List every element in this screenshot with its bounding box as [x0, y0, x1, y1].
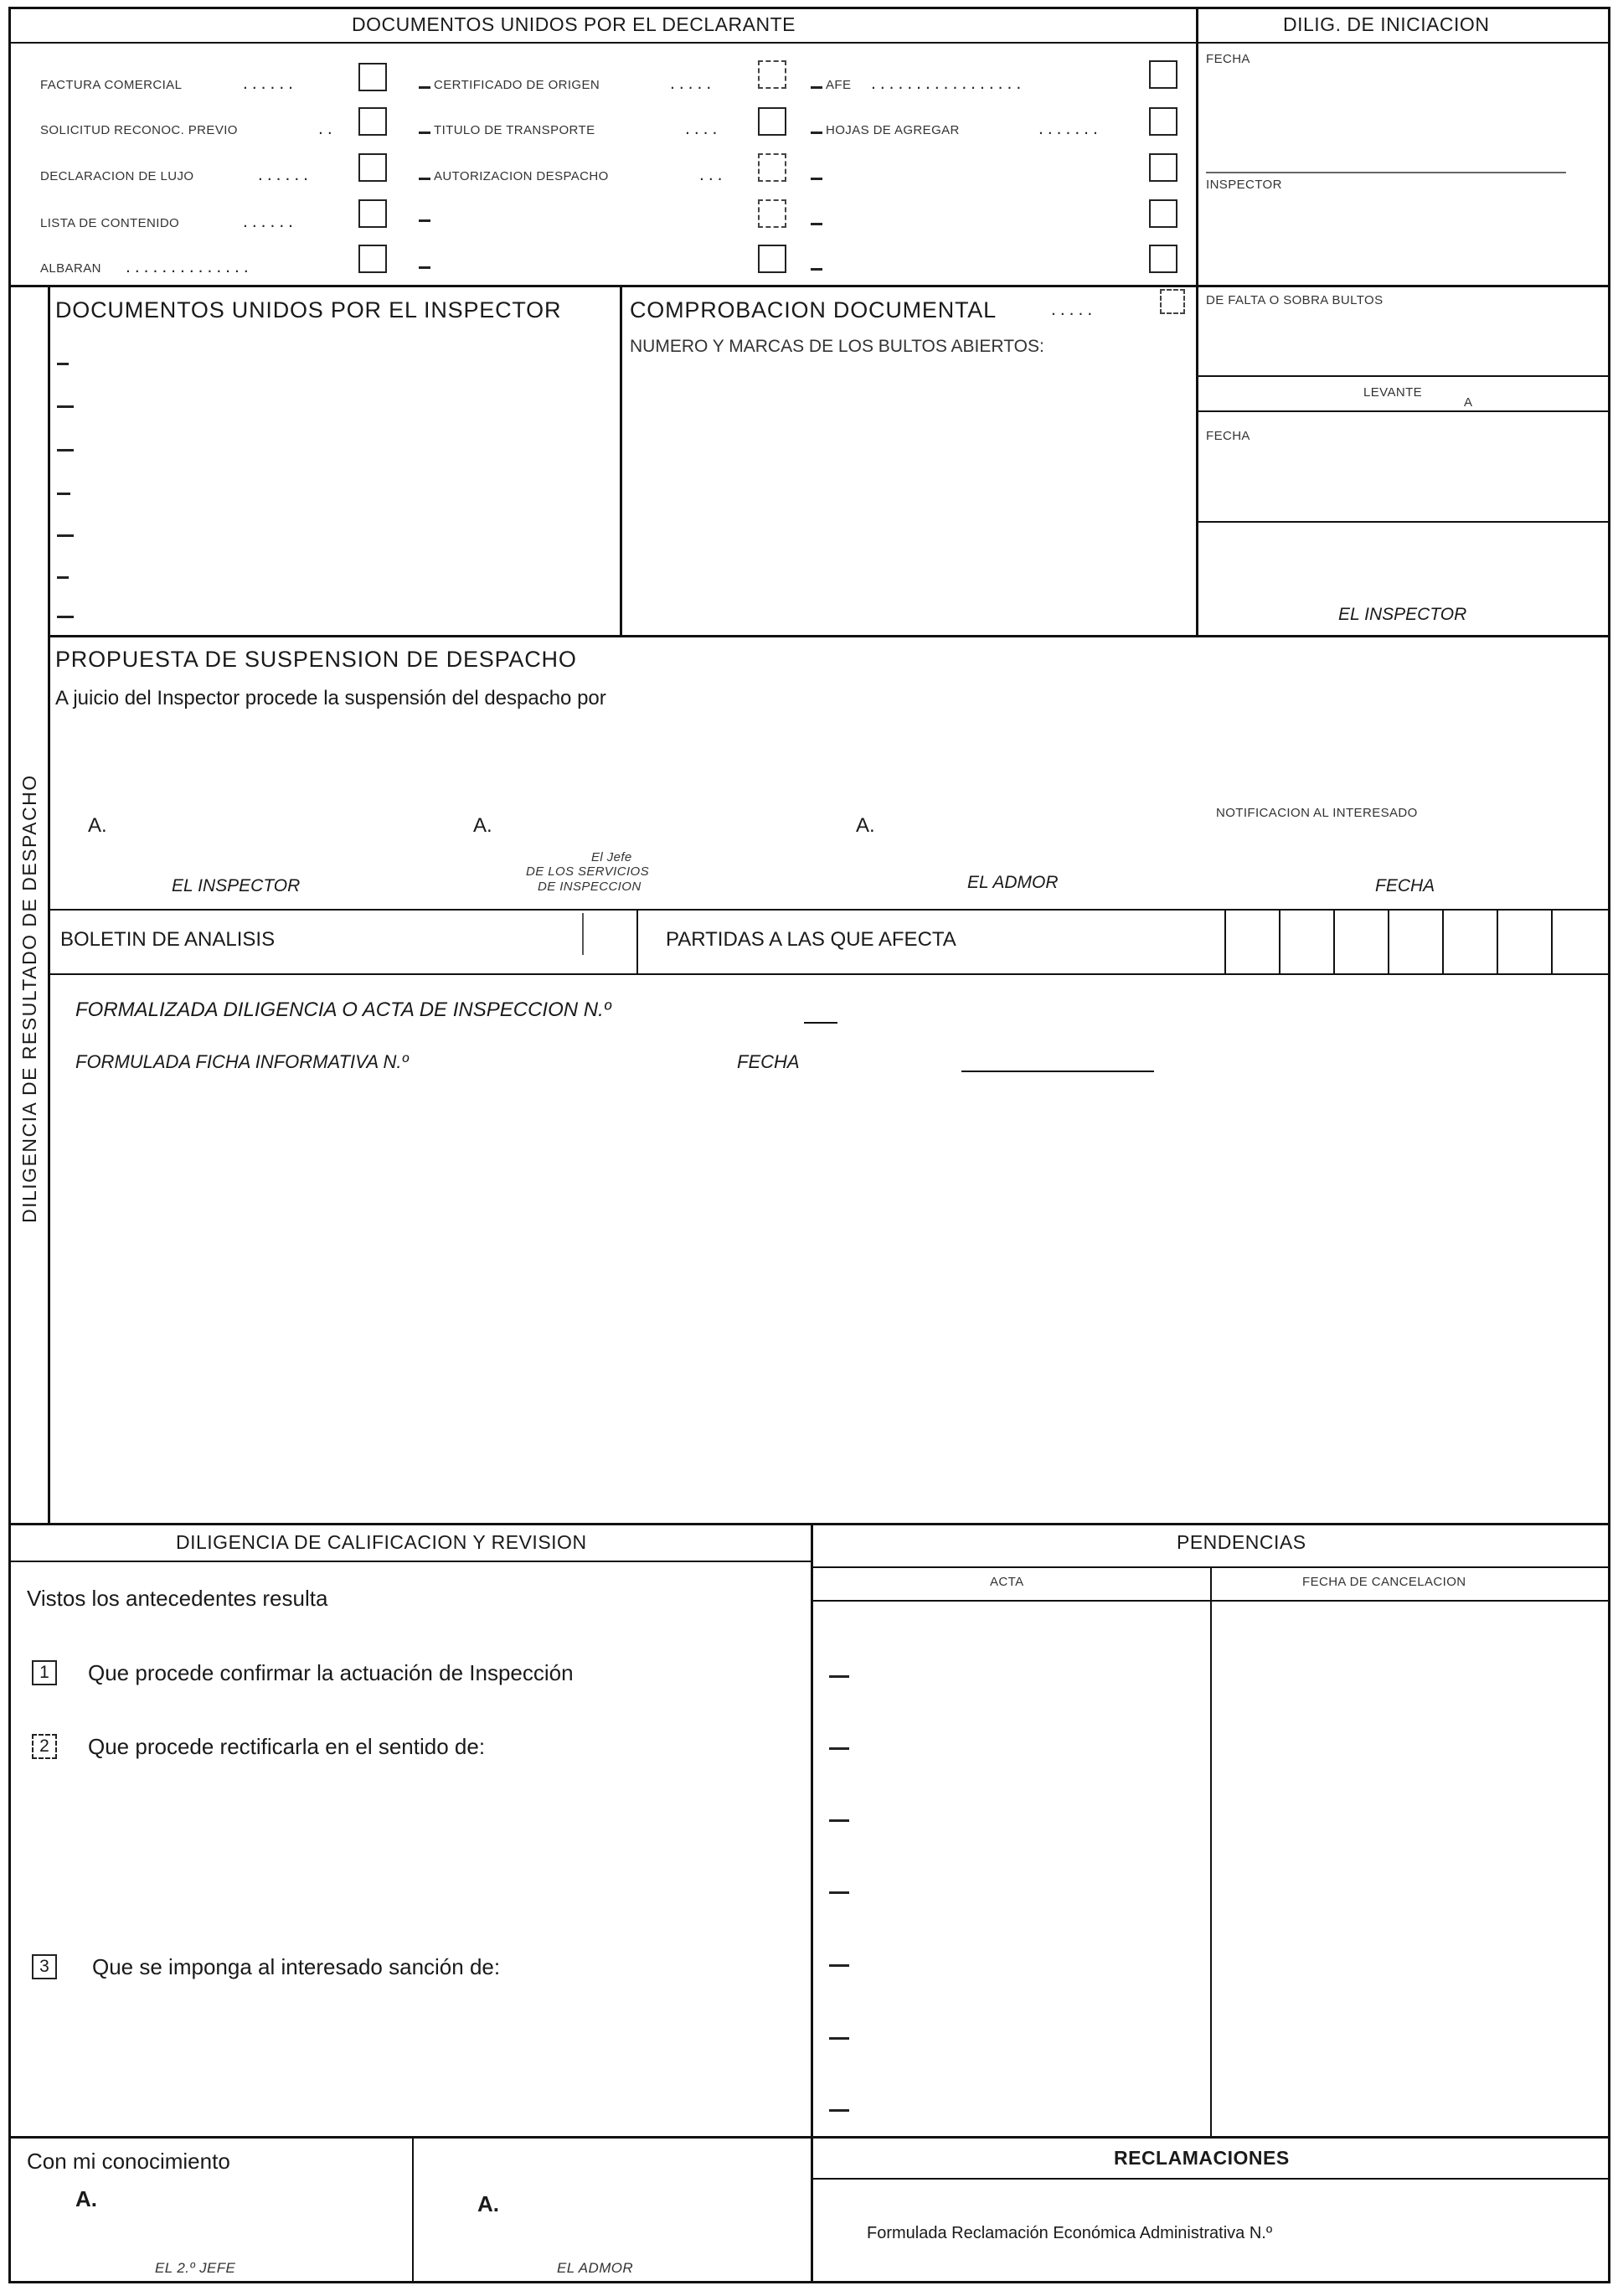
- item-1-text: Que procede confirmar la actuación de Inspección: [88, 1660, 574, 1685]
- suspension-fecha-label: FECHA: [1375, 876, 1435, 895]
- reclamacion-formulada-label: Formulada Reclamación Económica Administrativa N.º: [867, 2224, 1273, 2242]
- certificado-origen-checkbox[interactable]: [758, 60, 786, 89]
- pendencias-col-divider: [1210, 1566, 1212, 2138]
- autorizacion-despacho-label: AUTORIZACION DESPACHO: [434, 169, 609, 183]
- dash: [57, 405, 74, 408]
- autorizacion-despacho-checkbox[interactable]: [758, 153, 786, 182]
- side-label: DILIGENCIA DE RESULTADO DE DESPACHO: [18, 774, 40, 1223]
- dash: [57, 576, 69, 579]
- dash: [419, 86, 430, 89]
- partidas-label: PARTIDAS A LAS QUE AFECTA: [666, 928, 956, 951]
- titulo-transporte-checkbox[interactable]: [758, 107, 786, 136]
- certificado-origen-label: CERTIFICADO DE ORIGEN: [434, 78, 600, 92]
- formulada-ficha-label: FORMULADA FICHA INFORMATIVA N.º: [75, 1051, 409, 1072]
- solicitud-reconoc-checkbox[interactable]: [358, 107, 387, 136]
- border-left: [8, 7, 11, 2283]
- dash: [57, 616, 74, 618]
- item-2-text: Que procede rectificarla en el sentido de:: [88, 1734, 486, 1759]
- jefe-line-1: El Jefe: [591, 850, 632, 864]
- suspension-top-line: [48, 635, 1610, 637]
- col3-extra-checkbox-3[interactable]: [1149, 245, 1177, 273]
- dot-leader: ......: [243, 74, 298, 93]
- dash: [419, 266, 430, 269]
- segundo-jefe-label: EL 2.º JEFE: [155, 2260, 236, 2276]
- boletin-tick: [582, 913, 584, 955]
- dash: [811, 86, 822, 89]
- jefe-line-2: DE LOS SERVICIOS: [526, 864, 650, 879]
- pendencias-left-line: [811, 1523, 813, 2281]
- right-col-divider: [1196, 7, 1198, 637]
- formulada-fecha-blank: [961, 1071, 1154, 1072]
- dash: [419, 219, 430, 222]
- dash: [57, 493, 70, 495]
- col2-extra-checkbox-2[interactable]: [758, 245, 786, 273]
- inspector-docs-divider: [620, 285, 622, 637]
- calificacion-header-line: [8, 1561, 812, 1562]
- pendencias-acta-header: ACTA: [990, 1575, 1024, 1589]
- bottom-admor-label: EL ADMOR: [557, 2260, 634, 2276]
- numero-marcas-label: NUMERO Y MARCAS DE LOS BULTOS ABIERTOS:: [630, 337, 1044, 356]
- dot-leader: ..: [318, 119, 337, 138]
- dash: [811, 132, 822, 134]
- analisis-bottom-line: [48, 973, 1610, 975]
- hojas-agregar-label: HOJAS DE AGREGAR: [826, 123, 960, 137]
- suspension-a-3: A.: [856, 814, 875, 837]
- comprobacion-checkbox[interactable]: [1160, 289, 1185, 314]
- dilig-fecha-label: FECHA: [1206, 52, 1250, 66]
- levante-label: LEVANTE: [1363, 385, 1423, 400]
- dash: [829, 2037, 849, 2040]
- col3-extra-checkbox-1[interactable]: [1149, 153, 1177, 182]
- dash: [57, 449, 74, 451]
- dash: [829, 1891, 849, 1894]
- dash: [811, 268, 822, 271]
- suspension-inspector-label: EL INSPECTOR: [172, 876, 301, 895]
- side-label-divider: [48, 285, 50, 1525]
- suspension-a-1: A.: [88, 814, 107, 837]
- solicitud-reconoc-label: SOLICITUD RECONOC. PREVIO: [40, 123, 238, 137]
- albaran-checkbox[interactable]: [358, 245, 387, 273]
- calificacion-top-line: [8, 1523, 1610, 1525]
- dash: [811, 178, 822, 180]
- bottom-a-1: A.: [75, 2186, 97, 2211]
- fecha-bottom-line: [1196, 521, 1610, 523]
- dot-leader: ...: [699, 165, 727, 184]
- boletin-analisis-label: BOLETIN DE ANALISIS: [60, 928, 276, 951]
- suspension-admor-label: EL ADMOR: [967, 873, 1059, 892]
- declaracion-lujo-checkbox[interactable]: [358, 153, 387, 182]
- reclamaciones-header-line: [811, 2178, 1610, 2180]
- dash: [419, 132, 430, 134]
- col2-extra-checkbox-1[interactable]: [758, 199, 786, 228]
- suspension-a-2: A.: [473, 814, 492, 837]
- border-bottom: [8, 2281, 1610, 2283]
- dash: [829, 1964, 849, 1967]
- item-2-number: 2: [32, 1734, 57, 1759]
- levante-a-label: A: [1464, 395, 1473, 410]
- bottom-top-line: [8, 2136, 1610, 2139]
- top-header-line: [8, 42, 1610, 44]
- levante-inspector-label: EL INSPECTOR: [1338, 605, 1467, 624]
- partidas-cell-line: [1279, 909, 1280, 974]
- factura-comercial-label: FACTURA COMERCIAL: [40, 78, 183, 92]
- falta-sobra-label: DE FALTA O SOBRA BULTOS: [1206, 293, 1384, 307]
- top-section-bottom: [8, 285, 1610, 287]
- calificacion-title: DILIGENCIA DE CALIFICACION Y REVISION: [176, 1531, 587, 1553]
- border-top: [8, 7, 1610, 9]
- notificacion-label: NOTIFICACION AL INTERESADO: [1216, 806, 1418, 820]
- dash: [829, 1675, 849, 1678]
- partidas-cell-line: [1388, 909, 1389, 974]
- dash: [419, 178, 430, 180]
- comprobacion-documental-title: COMPROBACION DOCUMENTAL: [630, 297, 997, 322]
- levante-top-line: [1196, 375, 1610, 377]
- item-1-number: 1: [32, 1660, 57, 1685]
- dot-leader: .....: [1051, 300, 1097, 319]
- dot-leader: .......: [1038, 119, 1102, 138]
- analisis-divider: [636, 909, 638, 974]
- dash: [829, 1747, 849, 1750]
- suspension-title: PROPUESTA DE SUSPENSION DE DESPACHO: [55, 647, 577, 672]
- dash: [829, 2109, 849, 2112]
- dilig-iniciacion-title: DILIG. DE INICIACION: [1283, 13, 1490, 35]
- dilig-signature-line: [1206, 172, 1566, 173]
- dash: [57, 534, 74, 537]
- partidas-cell-line: [1224, 909, 1226, 974]
- inspector-docs-title: DOCUMENTOS UNIDOS POR EL INSPECTOR: [55, 297, 562, 322]
- dot-leader: .....: [670, 74, 716, 93]
- afe-checkbox[interactable]: [1149, 60, 1177, 89]
- conocimiento-label: Con mi conocimiento: [27, 2149, 230, 2174]
- pendencias-title: PENDENCIAS: [1177, 1531, 1306, 1553]
- pendencias-fecha-header: FECHA DE CANCELACION: [1302, 1575, 1466, 1589]
- declaracion-lujo-label: DECLARACION DE LUJO: [40, 169, 194, 183]
- dilig-inspector-label: INSPECTOR: [1206, 178, 1282, 192]
- col3-extra-checkbox-2[interactable]: [1149, 199, 1177, 228]
- suspension-subtitle: A juicio del Inspector procede la suspensión del despacho por: [55, 687, 606, 709]
- dot-leader: ......: [243, 212, 298, 231]
- dot-leader: ....: [685, 119, 722, 138]
- dot-leader: ..............: [126, 257, 253, 276]
- bottom-signature-divider: [412, 2136, 414, 2281]
- bottom-a-2: A.: [477, 2191, 499, 2216]
- partidas-cell-line: [1497, 909, 1498, 974]
- jefe-line-3: DE INSPECCION: [538, 880, 642, 894]
- levante-bottom-line: [1196, 410, 1610, 412]
- partidas-cell-line: [1551, 909, 1553, 974]
- lista-contenido-checkbox[interactable]: [358, 199, 387, 228]
- partidas-cell-line: [1442, 909, 1444, 974]
- item-3-text: Que se imponga al interesado sanción de:: [92, 1954, 501, 1979]
- levante-fecha-label: FECHA: [1206, 429, 1250, 443]
- hojas-agregar-checkbox[interactable]: [1149, 107, 1177, 136]
- formalizada-blank: [804, 1022, 837, 1024]
- border-right: [1608, 7, 1610, 2283]
- item-3-number: 3: [32, 1954, 57, 1979]
- formalizada-line-1: FORMALIZADA DILIGENCIA O ACTA DE INSPECCION N.º: [75, 998, 611, 1021]
- lista-contenido-label: LISTA DE CONTENIDO: [40, 216, 180, 230]
- dash: [57, 363, 69, 365]
- factura-comercial-checkbox[interactable]: [358, 63, 387, 91]
- albaran-label: ALBARAN: [40, 261, 101, 276]
- titulo-transporte-label: TITULO DE TRANSPORTE: [434, 123, 595, 137]
- dash: [829, 1819, 849, 1822]
- dot-leader: ......: [258, 165, 313, 184]
- partidas-cell-line: [1333, 909, 1335, 974]
- analisis-top-line: [48, 909, 1610, 911]
- declarante-title: DOCUMENTOS UNIDOS POR EL DECLARANTE: [352, 13, 796, 35]
- reclamaciones-title: RECLAMACIONES: [1114, 2147, 1290, 2169]
- dash: [811, 223, 822, 225]
- afe-label: AFE: [826, 78, 852, 92]
- dot-leader: .................: [871, 74, 1026, 93]
- vistos-label: Vistos los antecedentes resulta: [27, 1586, 328, 1611]
- formulada-fecha-label: FECHA: [737, 1051, 800, 1072]
